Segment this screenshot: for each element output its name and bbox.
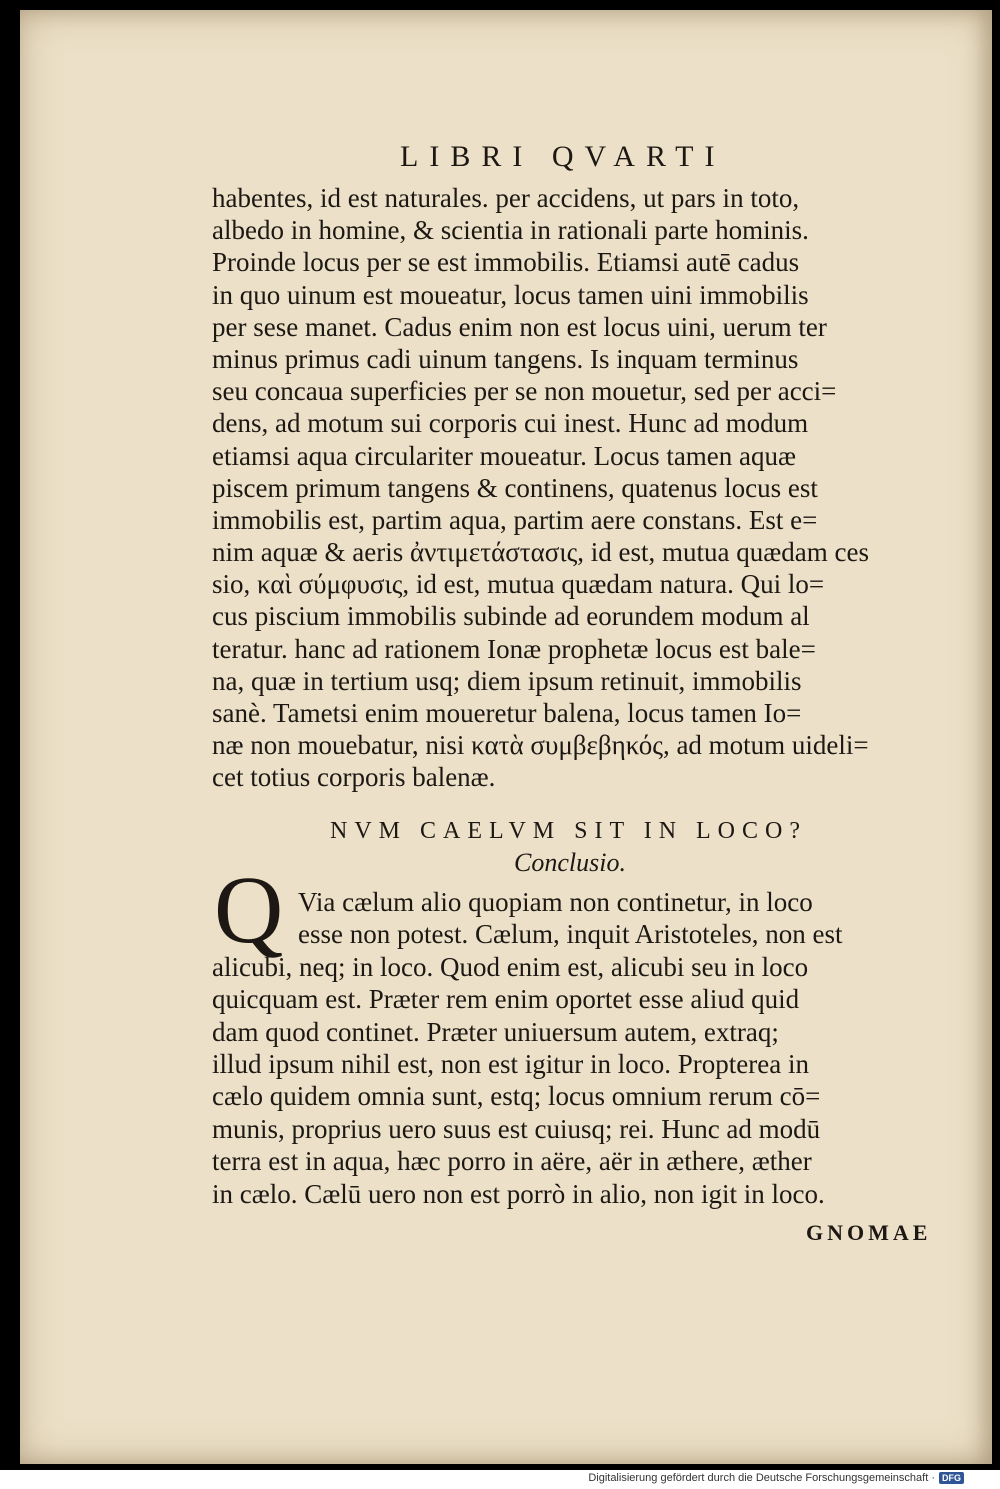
text-line: quicquam est. Præter rem enim oportet esse aliud quid bbox=[212, 984, 800, 1015]
text-line: Proinde locus per se est immobilis. Etiamsi autē cadus bbox=[212, 247, 800, 278]
text-line: næ non mouebatur, nisi κατὰ συμβεβηκός, ad motum uideli= bbox=[212, 730, 869, 761]
text-line: esse non potest. Cælum, inquit Aristoteles, non est bbox=[298, 919, 843, 950]
body-text bbox=[212, 182, 952, 794]
text-line: sanè. Tametsi enim moueretur balena, locus tamen Io= bbox=[212, 698, 802, 728]
text-line: in quo uinum est moueatur, locus tamen uini immobilis bbox=[212, 279, 809, 310]
text-line: minus primus cadi uinum tangens. Is inquam terminus bbox=[212, 343, 799, 374]
section-subheading: Conclusio. bbox=[514, 848, 626, 877]
text-line: terra est in aqua, hæc porro in aëre, aër in æthere, æther bbox=[212, 1146, 812, 1177]
digitization-footer bbox=[588, 1472, 964, 1484]
text-line: na, quæ in tertium usq; diem ipsum retinuit, immobilis bbox=[212, 665, 802, 696]
text-line: teratur. hanc ad rationem Ionæ prophetæ locus est bale= bbox=[212, 633, 816, 664]
text-line: cet totius corporis balenæ. bbox=[212, 762, 496, 793]
text-line: alicubi, neq; in loco. Quod enim est, alicubi seu in loco bbox=[212, 951, 809, 982]
text-line: sio, καὶ σύμφυσις, id est, mutua quædam natura. Qui lo= bbox=[212, 569, 825, 600]
catchword: GNOMAE bbox=[806, 1220, 932, 1245]
text-line: Via cælum alio quopiam non continetur, in loco bbox=[298, 887, 813, 917]
text-line: seu concaua superficies per se non mouetur, sed per acci= bbox=[212, 376, 837, 407]
text-line: cus piscium immobilis subinde ad eorundem modum al bbox=[212, 601, 810, 632]
dfg-logo-icon: DFG bbox=[939, 1472, 964, 1484]
section-heading: NVM CAELVM SIT IN LOCO? bbox=[330, 818, 808, 844]
text-line: albedo in homine, & scientia in rationali parte hominis. bbox=[212, 215, 809, 246]
text-line: nim aquæ & aeris ἀντιμετάστασις, id est, mutua quædam ces bbox=[212, 537, 870, 568]
text-line: dam quod continet. Præter uniuersum autem, extraq; bbox=[212, 1016, 779, 1047]
text-line: munis, proprius uero suus est cuiusq; rei. Hunc ad modū bbox=[212, 1113, 821, 1144]
text-line: cælo quidem omnia sunt, estq; locus omnium rerum cō= bbox=[212, 1081, 821, 1112]
conclusion-text bbox=[212, 886, 952, 1210]
text-line: illud ipsum nihil est, non est igitur in loco. Propterea in bbox=[212, 1048, 809, 1079]
text-line: per sese manet. Cadus enim non est locus uini, uerum ter bbox=[212, 311, 827, 342]
running-head: LIBRI QVARTI bbox=[400, 140, 726, 173]
text-line: immobilis est, partim aqua, partim aere constans. Est e= bbox=[212, 504, 818, 535]
text-line: dens, ad motum sui corporis cui inest. Hunc ad modum bbox=[212, 408, 809, 439]
text-line: in cælo. Cælū uero non est porrò in alio, non igit in loco. bbox=[212, 1178, 825, 1209]
text-line: etiamsi aqua circulariter moueatur. Locus tamen aquæ bbox=[212, 440, 797, 471]
text-line: piscem primum tangens & continens, quatenus locus est bbox=[212, 472, 818, 503]
drop-cap-initial: Q bbox=[214, 856, 284, 963]
text-line: habentes, id est naturales. per accidens, ut pars in toto, bbox=[212, 183, 800, 213]
footer-credit-text: Digitalisierung gefördert durch die Deutsche Forschungsgemeinschaft · bbox=[588, 1472, 935, 1484]
